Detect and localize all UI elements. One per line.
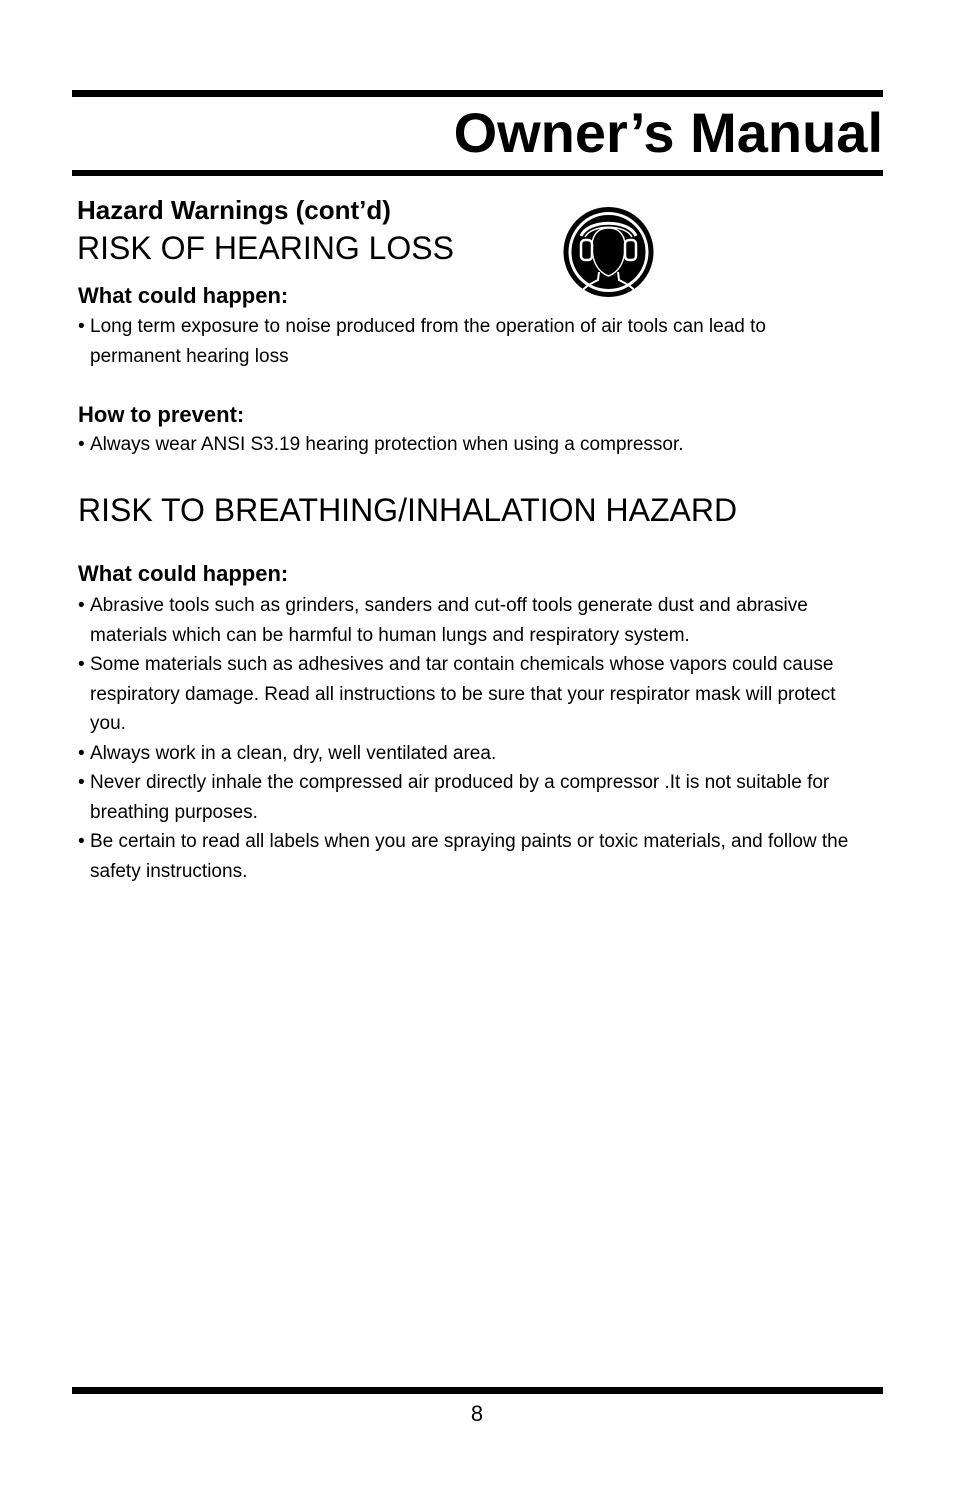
- hearing-protection-icon: [562, 206, 655, 298]
- list-item: • Always wear ANSI S3.19 hearing protection when using a compressor.: [78, 430, 898, 460]
- section-label: Hazard Warnings (cont’d): [77, 195, 391, 225]
- hearing-prevent-heading: How to prevent:: [78, 402, 245, 427]
- hearing-what-heading: What could happen:: [78, 283, 289, 308]
- list-item: • Abrasive tools such as grinders, sanders and cut-off tools generate dust and abrasive materials which can be harmful to human lungs and respiratory system.: [78, 591, 860, 650]
- breathing-risk-heading: RISK TO BREATHING/INHALATION HAZARD: [78, 492, 738, 528]
- page-number: 8: [470, 1401, 484, 1426]
- header-top-rule: [72, 90, 883, 97]
- hearing-what-list: [78, 312, 898, 371]
- breathing-what-list: [78, 591, 898, 886]
- list-item: • Always work in a clean, dry, well ventilated area.: [78, 739, 898, 769]
- list-item: • Long term exposure to noise produced from the operation of air tools can lead to permanent hearing loss: [78, 312, 860, 371]
- header-bottom-rule: [72, 170, 883, 176]
- list-item: • Never directly inhale the compressed air produced by a compressor .It is not suitable for breathing purposes.: [78, 768, 902, 827]
- list-item: • Some materials such as adhesives and tar contain chemicals whose vapors could cause respiratory damage. Read all instructions to be sure that your respirator mask will protect you.: [78, 650, 850, 739]
- footer-rule: [72, 1387, 883, 1394]
- list-item: • Be certain to read all labels when you are spraying paints or toxic materials, and follow the safety instructions.: [78, 827, 860, 886]
- hearing-prevent-list: [78, 430, 898, 460]
- breathing-what-heading: What could happen:: [78, 561, 289, 586]
- hearing-risk-heading: RISK OF HEARING LOSS: [77, 230, 454, 266]
- page-title: Owner’s Manual: [453, 101, 883, 164]
